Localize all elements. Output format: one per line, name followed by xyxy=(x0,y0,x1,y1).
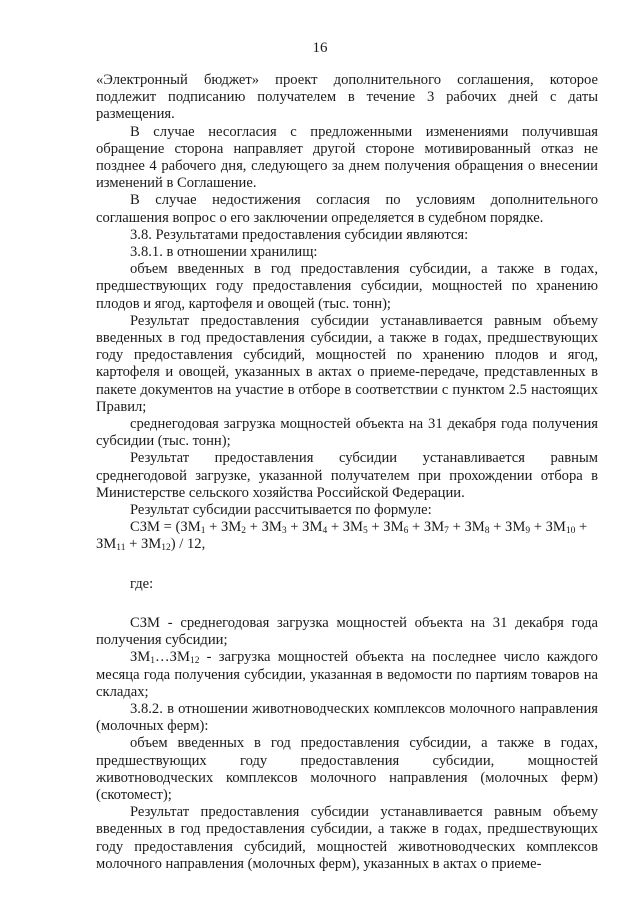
document-body xyxy=(96,72,598,873)
paragraph: В случае несогласия с предложенными изменениями получившая обращение сторона направляет другой стороне мотивированный отказ не позднее 4 рабочего дня, следующего за днем получения обращения о внесении изменений в Соглашение. xyxy=(96,123,598,192)
subsection-heading: 3.8.2. в отношении животноводческих комплексов молочного направления (молочных ферм): xyxy=(96,700,598,735)
paragraph: Результат предоставления субсидии устанавливается равным объему введенных в год предоставления субсидии, а также в годах, предшествующих году предоставления субсидий, мощностей по хранению плодов и ягод, картофеля и овощей, указанных в актах о приеме-передаче, представленных в пакете документов на участие в отборе в соответствии с пунктом 2.5 настоящих Правил; xyxy=(96,312,598,415)
formula-tail: ) / 12, xyxy=(170,536,206,553)
where-label: где: xyxy=(130,575,154,592)
page-number: 16 xyxy=(312,40,328,56)
paragraph: Результат предоставления субсидии устанавливается равным среднегодовой загрузке, указанной получателем при прохождении отбора в Министерстве сельского хозяйства Российской Федерации. xyxy=(96,450,598,501)
paragraph: Результат предоставления субсидии устанавливается равным объему введенных в год предоставления субсидии, а также в годах, предшествующих году предоставления субсидий, мощностей животноводческих комплексов молочного направления (молочных ферм), указанных в актах о приеме- xyxy=(96,804,598,872)
paragraph: В случае недостижения согласия по условиям дополнительного соглашения вопрос о его заключении определяется в судебном порядке. xyxy=(96,192,598,226)
paragraph: объем введенных в год предоставления субсидии, а также в годах, предшествующих году предоставления субсидии, мощностей животноводческих комплексов молочного направления (молочных ферм) (скотомест); xyxy=(96,735,598,803)
section-heading: 3.8. Результатами предоставления субсидии являются: xyxy=(130,226,469,243)
spacer xyxy=(96,554,598,576)
definition: СЗМ - среднегодовая загрузка мощностей объекта на 31 декабря года получения субсидии; xyxy=(96,614,598,649)
paragraph: среднегодовая загрузка мощностей объекта на 31 декабря года получения субсидии (тыс. тонн); xyxy=(96,416,598,450)
formula-lhs: СЗМ = (ЗМ xyxy=(130,519,201,536)
subsection-heading: 3.8.1. в отношении хранилищ: xyxy=(130,244,318,261)
definition: $ЗМ_1\dots ЗМ_{12}$ - загрузка мощностей объекта на последнее число каждого месяца года получения субсидии, указанная в ведомости по партиям товаров на складах; xyxy=(96,649,598,700)
formula: СЗМ = $(ЗМ_1 + ЗМ_2 + ЗМ_3 + ЗМ_4 + ЗМ_5 + ЗМ_6 + ЗМ_7 + ЗМ_8 + ЗМ_9 + ЗМ_{10} + ЗМ_{11} + ЗМ_{12}) / 12$, xyxy=(96,519,588,554)
spacer xyxy=(96,593,598,615)
paragraph: объем введенных в год предоставления субсидии, а также в годах, предшествующих году предоставления субсидии, мощностей по хранению плодов и ягод, картофеля и овощей (тыс. тонн); xyxy=(96,261,598,312)
paragraph: Результат субсидии рассчитывается по формуле: xyxy=(130,502,432,519)
paragraph: «Электронный бюджет» проект дополнительного соглашения, которое подлежит подписанию получателем в течение 3 рабочих дней с даты размещения. xyxy=(96,72,598,123)
